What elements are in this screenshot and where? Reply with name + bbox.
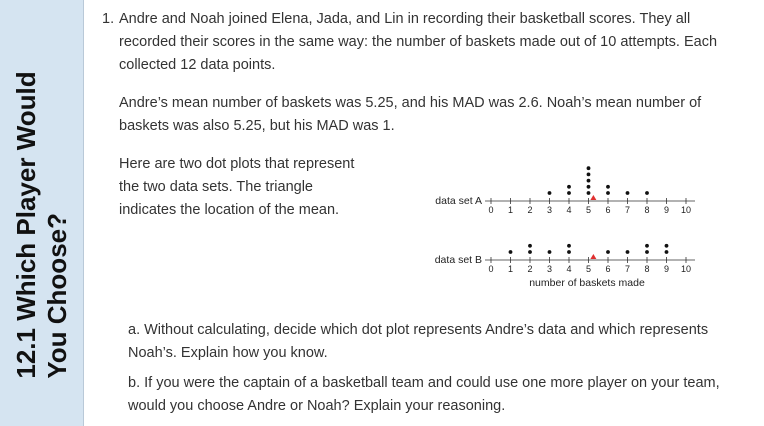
- plot-a-mean-marker: [590, 195, 596, 200]
- plot-b-dot: [645, 244, 649, 248]
- plot-b-tick-label: 8: [644, 264, 650, 274]
- plot-a-tick-label: 8: [644, 205, 650, 215]
- plot-a-dot: [587, 179, 591, 183]
- plot-b-dot: [665, 250, 669, 254]
- plot-b-label: data set B: [434, 254, 482, 266]
- plot-a-dot: [587, 191, 591, 195]
- plot-b-tick-label: 0: [488, 264, 494, 274]
- plot-b-dot: [548, 250, 552, 254]
- plot-a-dot: [606, 191, 610, 195]
- plot-a-label: data set A: [435, 195, 482, 207]
- plot-b-dot: [626, 250, 630, 254]
- plot-b-tick-label: 2: [527, 264, 533, 274]
- plot-b-mean-marker: [590, 254, 596, 259]
- activity-title-line2: You Choose?: [42, 213, 72, 379]
- plot-b-tick-label: 4: [566, 264, 572, 274]
- plot-b-x-label: number of baskets made: [529, 277, 645, 289]
- question-a: a. Without calculating, decide which dot plot represents Andre’s data and which represents Noah’s. Explain how you know.: [128, 322, 709, 361]
- plot-a-tick-label: 10: [680, 205, 692, 215]
- plot-a-dot: [626, 191, 630, 195]
- activity-title: [11, 71, 73, 378]
- plot-b-tick-label: 1: [507, 264, 514, 274]
- plot-a-tick-label: 4: [566, 205, 572, 215]
- plot-a-dot: [587, 173, 591, 177]
- plot-b-tick-label: 7: [624, 264, 631, 274]
- plot-b-dot: [528, 250, 532, 254]
- plot-a-dot: [587, 166, 591, 170]
- plot-b-dot: [509, 250, 513, 254]
- plot-a-dot: [587, 185, 591, 189]
- plot-b-dot: [567, 250, 571, 254]
- plot-a-dot: [606, 185, 610, 189]
- plot-b-tick-label: 9: [663, 264, 670, 274]
- plot-b-tick-label: 5: [585, 264, 592, 274]
- plot-b-dot: [528, 244, 532, 248]
- sidebar: [0, 0, 84, 426]
- plot-a-dot: [567, 185, 571, 189]
- problem-content: [84, 0, 764, 426]
- plot-b-dot: [645, 250, 649, 254]
- plot-a-dot: [645, 191, 649, 195]
- plot-a-tick-label: 0: [488, 205, 494, 215]
- plot-intro: Here are two dot plots that represent the two data sets. The triangle indicates the location of the mean.: [119, 156, 355, 218]
- plot-b-tick-label: 10: [680, 264, 692, 274]
- activity-title-line1: 12.1 Which Player Would: [11, 71, 41, 379]
- plot-b-dot: [606, 250, 610, 254]
- plot-b-dot: [665, 244, 669, 248]
- dot-plots: [84, 0, 764, 300]
- problem-intro: Andre and Noah joined Elena, Jada, and Lin in recording their basketball scores. They all recorded their scores in the same way: the number of baskets made out of 10 attempts. Each collected 12 data points.: [119, 11, 718, 73]
- problem-number: 1.: [102, 11, 115, 27]
- plot-a-tick-label: 3: [546, 205, 553, 215]
- plot-a-tick-label: 1: [507, 205, 514, 215]
- plot-b-tick-label: 3: [546, 264, 553, 274]
- plot-a-dot: [548, 191, 552, 195]
- plot-a-tick-label: 9: [663, 205, 670, 215]
- plot-a-tick-label: 7: [624, 205, 631, 215]
- plot-a-dot: [567, 191, 571, 195]
- plot-a-tick-label: 2: [527, 205, 533, 215]
- plot-b-dot: [567, 244, 571, 248]
- question-b: b. If you were the captain of a basketball team and could use one more player on your team, would you choose Andre or Noah? Explain your reasoning.: [128, 375, 720, 414]
- plot-a-tick-label: 5: [585, 205, 592, 215]
- problem-stats: Andre’s mean number of baskets was 5.25, and his MAD was 2.6. Noah’s mean number of baskets was also 5.25, but his MAD was 1.: [119, 95, 702, 134]
- plot-b-tick-label: 6: [605, 264, 611, 274]
- plot-a-tick-label: 6: [605, 205, 611, 215]
